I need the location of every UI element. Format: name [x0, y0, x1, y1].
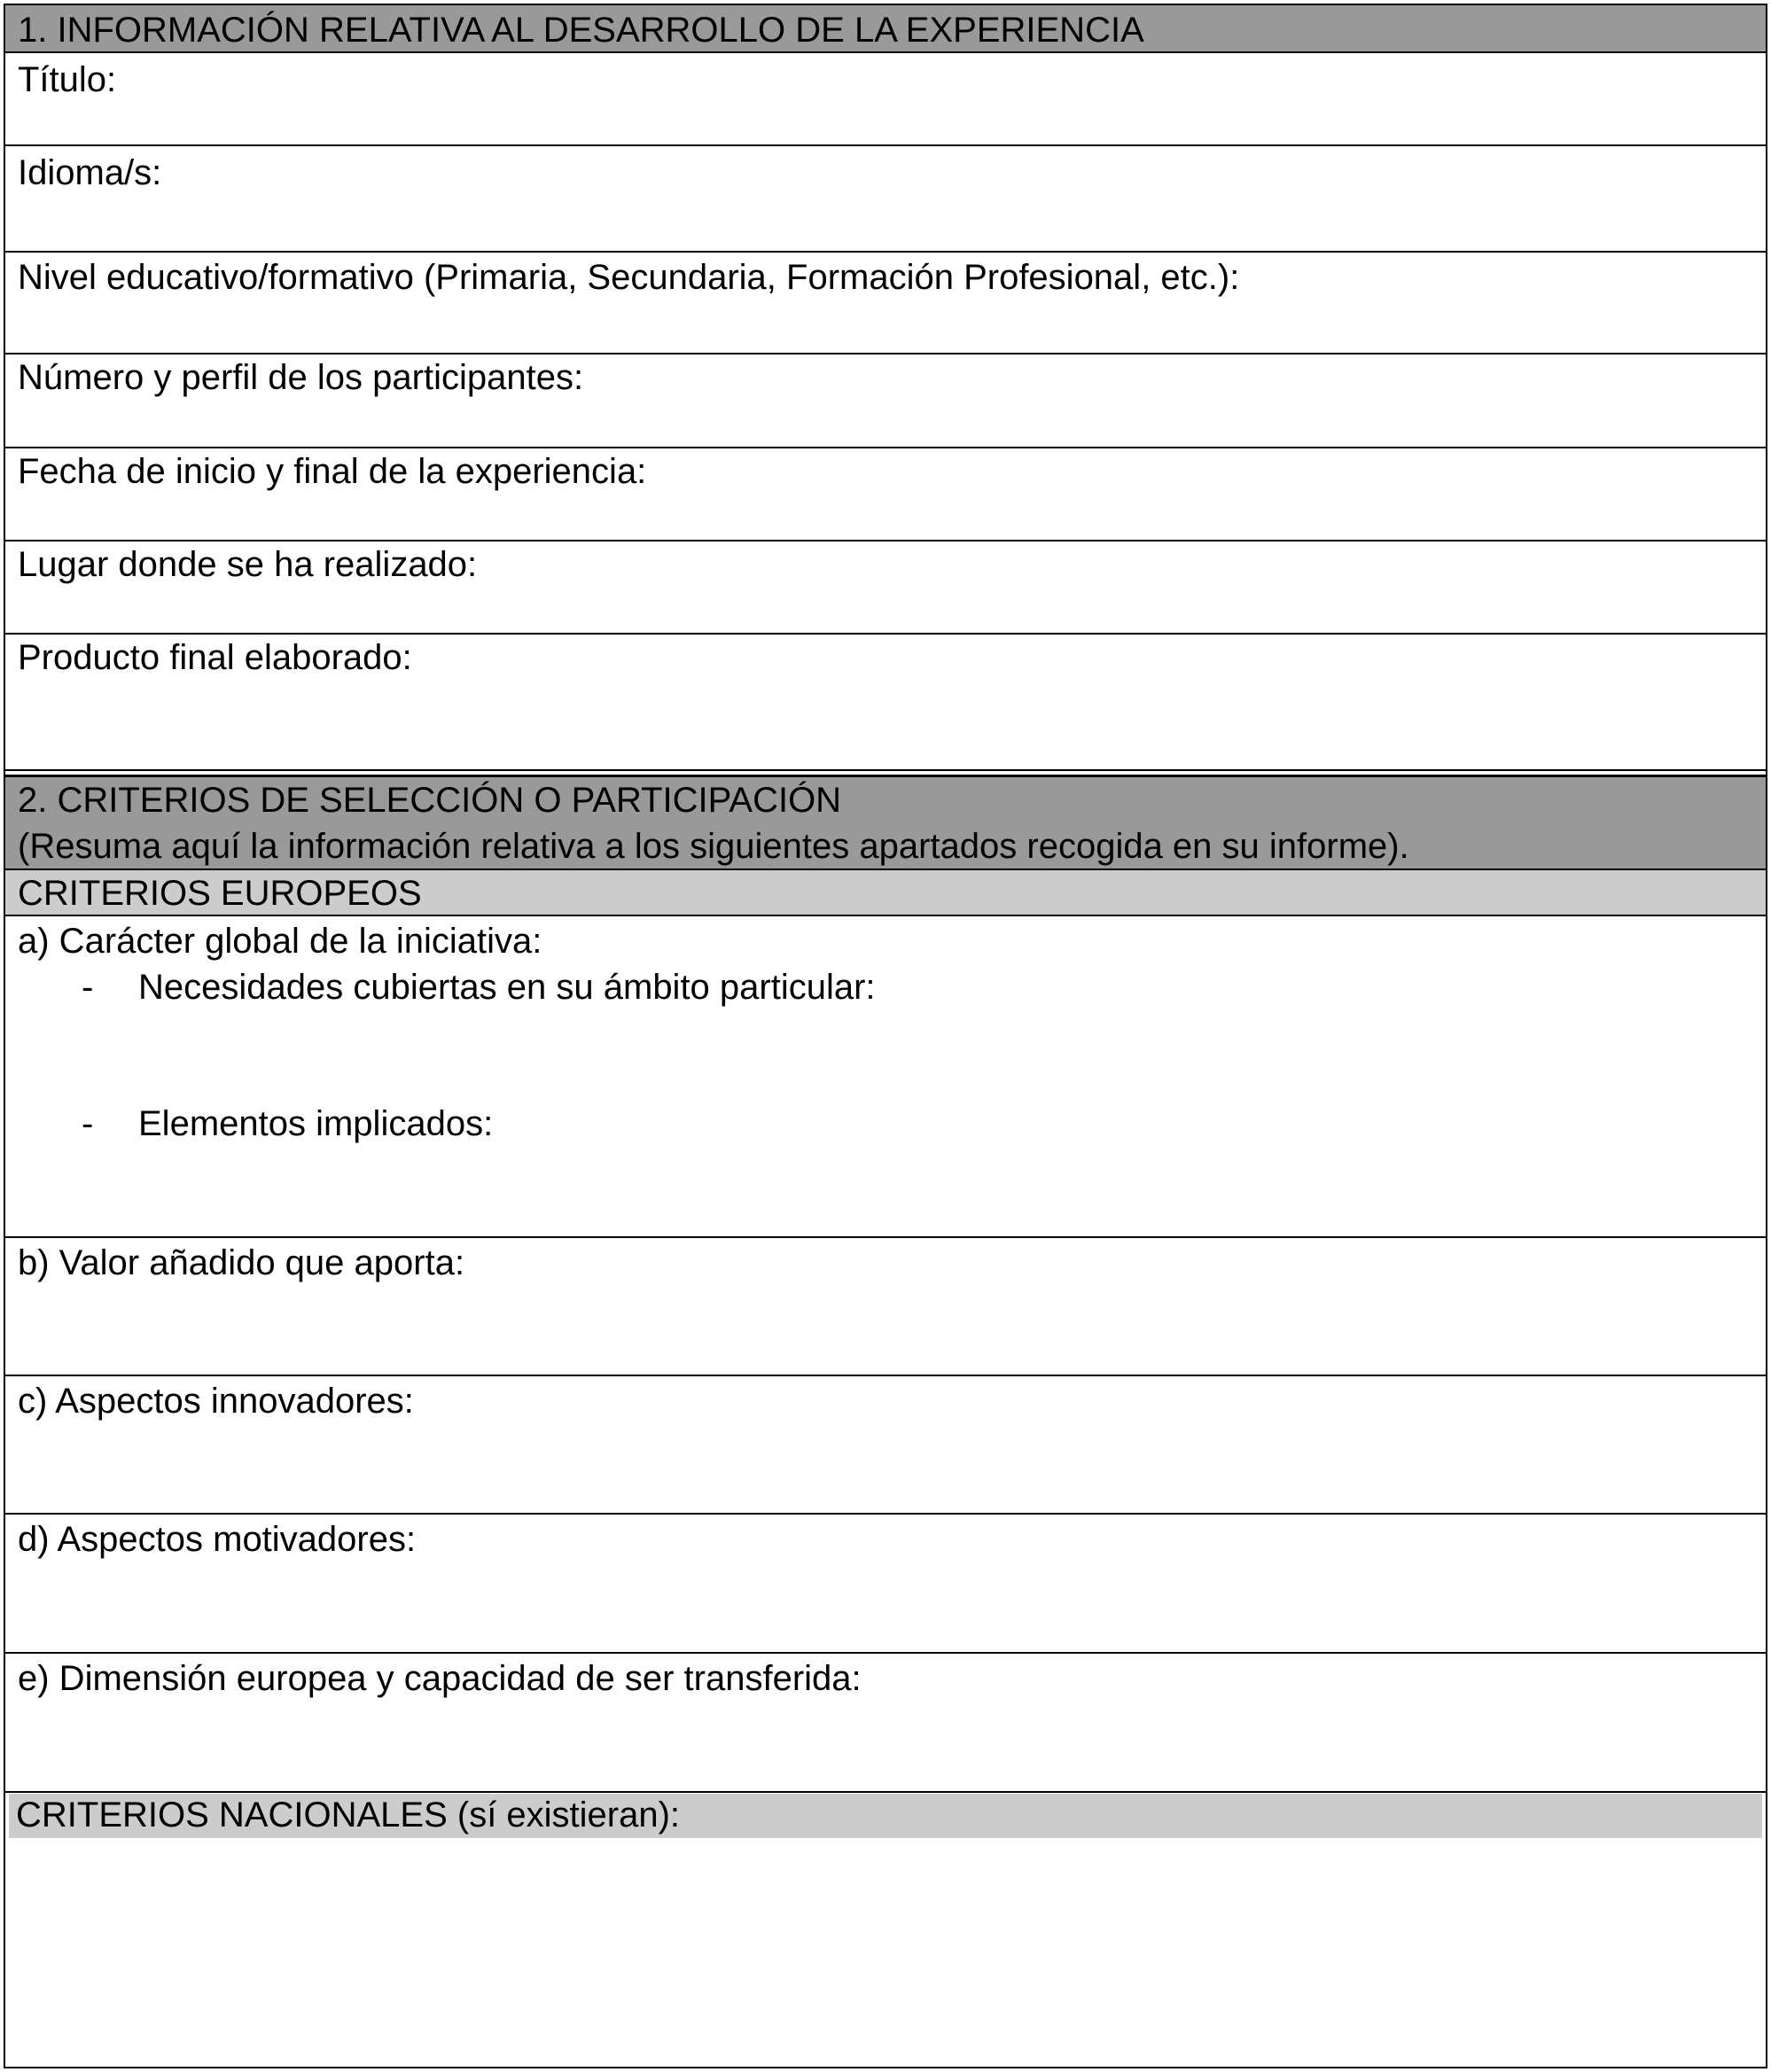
field-titulo-label: Título:: [18, 60, 117, 99]
european-criteria-header: [4, 869, 1767, 915]
section-2-instructions: (Resuma aquí la información relativa a los siguientes apartados recogida en su informe).: [18, 827, 1409, 866]
field-fecha-label: Fecha de inicio y final de la experiencia:: [18, 452, 647, 491]
field-lugar-label: Lugar donde se ha realizado:: [18, 545, 478, 584]
criterion-d[interactable]: [4, 1513, 1767, 1653]
european-criteria-title: CRITERIOS EUROPEOS: [18, 874, 422, 913]
criterion-c-label: c) Aspectos innovadores:: [18, 1382, 414, 1421]
field-fecha[interactable]: [4, 447, 1767, 541]
criterion-e-label: e) Dimensión europea y capacidad de ser transferida:: [18, 1659, 862, 1698]
criterion-d-label: d) Aspectos motivadores:: [18, 1520, 417, 1559]
criterion-a-elements: Elementos implicados:: [138, 1104, 494, 1143]
field-idiomas[interactable]: [4, 144, 1767, 252]
field-nivel-educativo-label: Nivel educativo/formativo (Primaria, Secundaria, Formación Profesional, etc.):: [18, 258, 1240, 297]
national-criteria-title: CRITERIOS NACIONALES (sí existieran):: [16, 1795, 681, 1834]
field-participantes[interactable]: [4, 353, 1767, 448]
field-lugar[interactable]: [4, 540, 1767, 634]
field-titulo[interactable]: [4, 51, 1767, 145]
criterion-c[interactable]: [4, 1375, 1767, 1514]
field-idiomas-label: Idioma/s:: [18, 153, 162, 192]
field-producto-final[interactable]: [4, 633, 1767, 773]
bullet-dash: -: [82, 1104, 94, 1143]
section-1-title: 1. INFORMACIÓN RELATIVA AL DESARROLLO DE LA EXPERIENCIA: [18, 11, 1144, 50]
criterion-a[interactable]: [4, 915, 1767, 1237]
section-1-header: [4, 4, 1767, 53]
national-criteria-header: [9, 1794, 1762, 1838]
criterion-a-label: a) Carácter global de la iniciativa:: [18, 922, 542, 961]
field-nivel-educativo[interactable]: [4, 251, 1767, 354]
criterion-b[interactable]: [4, 1236, 1767, 1375]
field-participantes-label: Número y perfil de los participantes:: [18, 358, 584, 397]
field-producto-final-label: Producto final elaborado:: [18, 638, 412, 677]
criterion-a-needs: Necesidades cubiertas en su ámbito particular:: [138, 968, 876, 1007]
section-2-title: 2. CRITERIOS DE SELECCIÓN O PARTICIPACIÓN: [18, 781, 842, 820]
section-2-header: [4, 775, 1767, 869]
criterion-e[interactable]: [4, 1652, 1767, 1792]
bullet-dash: -: [82, 968, 94, 1007]
criterion-b-label: b) Valor añadido que aporta:: [18, 1243, 465, 1282]
